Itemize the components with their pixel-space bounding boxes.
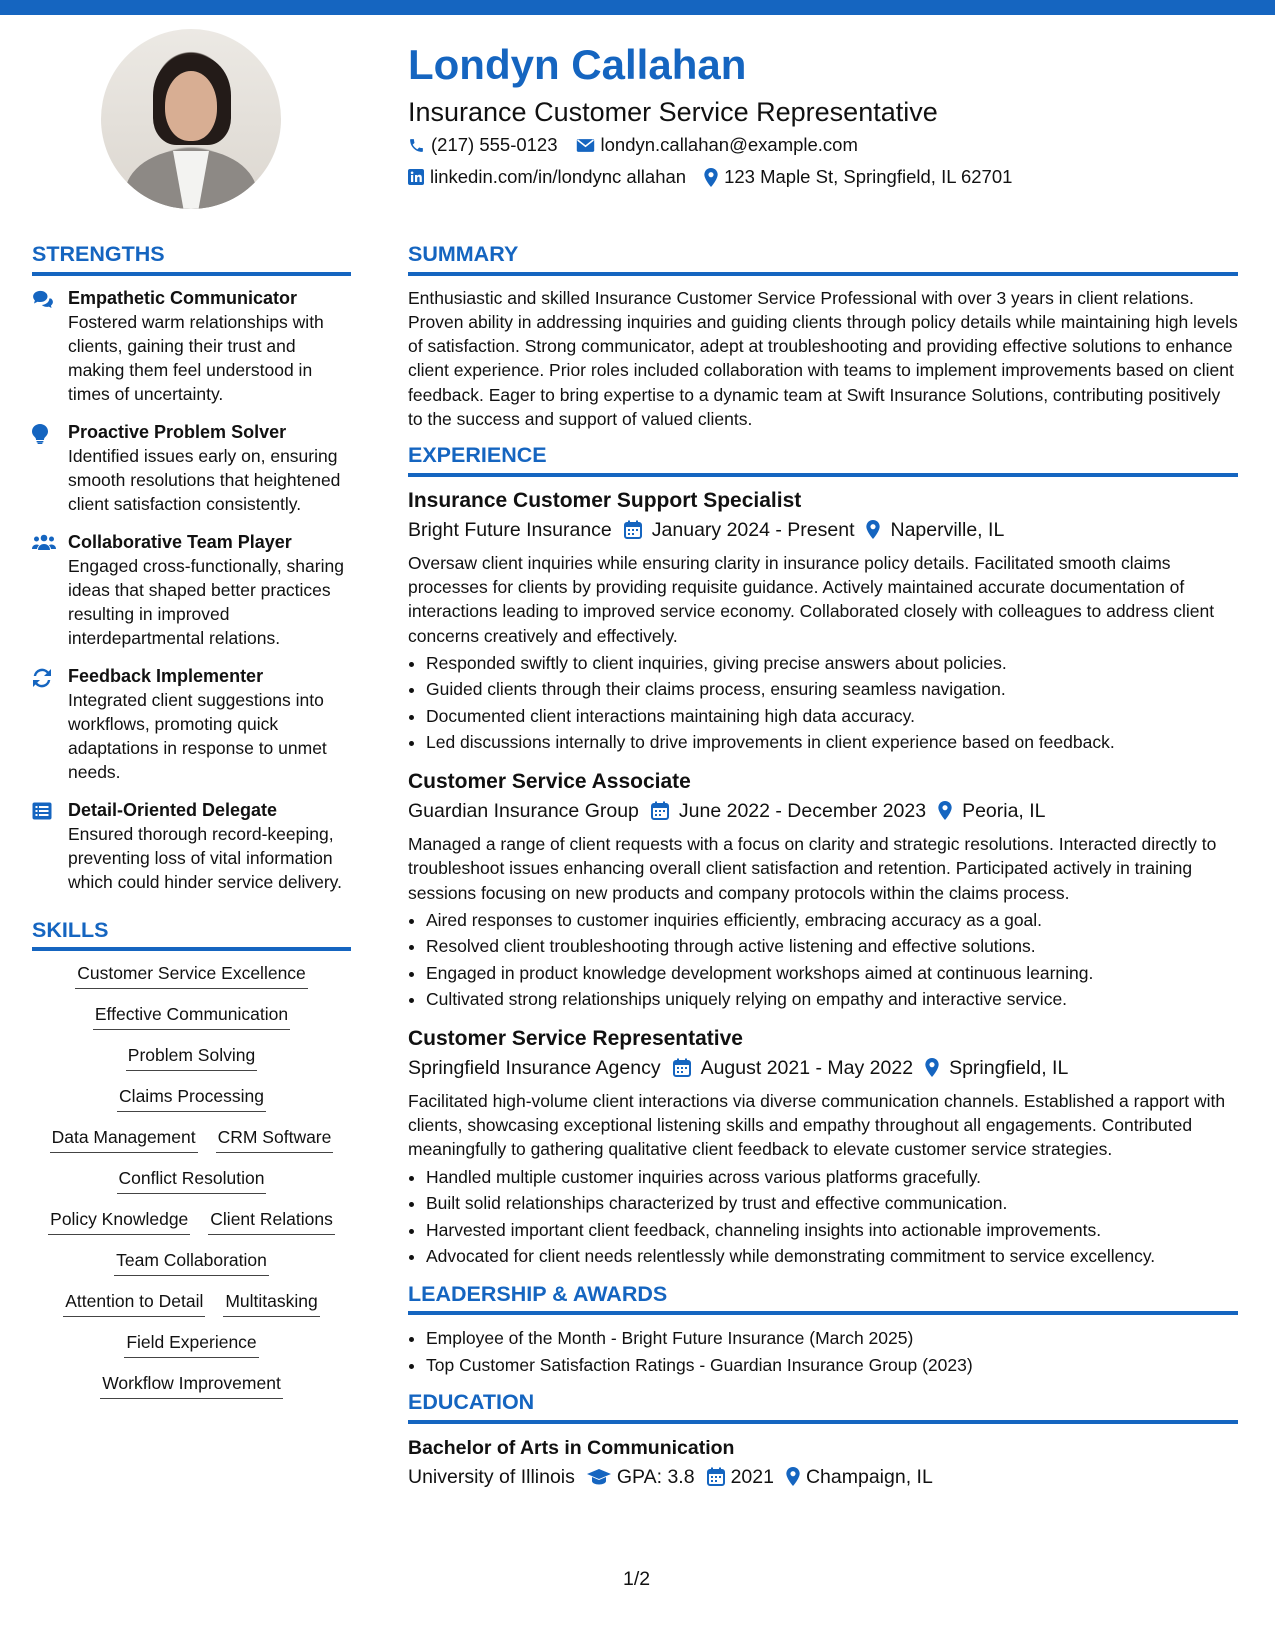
strength-title: Empathetic Communicator (68, 287, 298, 308)
phone-icon (408, 137, 425, 154)
experience-heading: EXPERIENCE (408, 445, 1238, 477)
skill-tag: Team Collaboration (114, 1248, 269, 1276)
job-bullet: • Aired responses to customer inquiries efficiently, embracing accuracy as a goal. (426, 907, 1238, 934)
award-item: • Top Customer Satisfaction Ratings - Guardian Insurance Group (2023) (426, 1352, 1238, 1379)
award-item: • Employee of the Month - Bright Future Insurance (March 2025) (426, 1325, 1238, 1352)
summary-section (408, 244, 1238, 431)
strength-description: Integrated client suggestions into workflows, promoting quick adaptations in response to unmet needs. (68, 689, 327, 782)
graduation-year (707, 1462, 774, 1492)
calendar-icon (673, 1058, 691, 1077)
job-location (938, 796, 1045, 826)
job-meta (408, 796, 1238, 826)
job-bullet: • Harvested important client feedback, channeling insights into actionable improvements. (426, 1217, 1238, 1244)
calendar-icon (707, 1467, 725, 1486)
job-bullet: • Cultivated strong relationships uniquely relying on empathy and interactive service. (426, 986, 1238, 1013)
job-dates-text: August 2021 - May 2022 (700, 1056, 914, 1079)
skills-list (32, 961, 351, 1399)
contact-row-2 (408, 166, 1012, 188)
left-column (32, 244, 351, 1399)
job-bullets (408, 1164, 1238, 1270)
gpa (587, 1462, 695, 1492)
job-bullet: • Responded swiftly to client inquiries, giving precise answers about policies. (426, 650, 1238, 677)
strength-item (32, 798, 351, 894)
phone-text: (217) 555-0123 (431, 134, 558, 155)
job-bullets (408, 650, 1238, 756)
job-meta (408, 1053, 1238, 1083)
job-location (925, 1053, 1068, 1083)
job-dates-text: June 2022 - December 2023 (678, 799, 927, 822)
phone-contact (408, 134, 558, 156)
job-dates (673, 1053, 913, 1083)
job-bullet: • Resolved client troubleshooting through active listening and effective solutions. (426, 933, 1238, 960)
job-location-text: Peoria, IL (962, 799, 1046, 822)
education-meta (408, 1462, 1238, 1492)
skill-row (63, 1289, 320, 1317)
job-entry (408, 1025, 1238, 1270)
education-location (786, 1462, 933, 1492)
jobs-list (408, 487, 1238, 1270)
skill-tag: Conflict Resolution (117, 1166, 267, 1194)
location-pin-icon (925, 1058, 939, 1077)
location-pin-icon (938, 801, 952, 820)
linkedin-contact[interactable] (408, 166, 686, 188)
summary-text: Enthusiastic and skilled Insurance Customer Service Professional with over 3 years in client relations. Proven ability in addressing inquiries and guiding clients through policy details while maintaining high levels of satisfaction. Strong communicator, adept at troubleshooting and providing effective solutions to enhance client experience. Prior roles included collaboration with teams to implement improvements based on client feedback. Eager to bring expertise to a dynamic team at Swift Insurance Solutions, contributing positively to the success and support of valued clients. (408, 287, 1238, 429)
skill-row (75, 961, 308, 989)
linkedin-icon (408, 169, 424, 185)
strength-description: Fostered warm relationships with clients, gaining their trust and making them feel understood in times of uncertainty. (68, 311, 324, 404)
strength-description: Engaged cross-functionally, sharing ideas that shaped better practices resulting in improved interdepartmental relations. (68, 555, 344, 648)
skill-row (93, 1002, 290, 1030)
address-contact (704, 166, 1012, 188)
address-text: 123 Maple St, Springfield, IL 62701 (724, 166, 1013, 187)
job-bullet: • Advocated for client needs relentlessly while demonstrating commitment to service excellency. (426, 1243, 1238, 1270)
job-bullet: • Led discussions internally to drive improvements in client experience based on feedback. (426, 729, 1238, 756)
job-bullet: • Built solid relationships characterized by trust and effective communication. (426, 1190, 1238, 1217)
graduation-cap-icon (587, 1468, 611, 1486)
job-role: Customer Service Associate (408, 769, 691, 793)
job-entry (408, 768, 1238, 1013)
strengths-list (32, 286, 351, 894)
job-location-text: Naperville, IL (890, 518, 1005, 541)
right-column (408, 244, 1238, 1506)
skills-section (32, 917, 351, 1400)
skill-row (117, 1084, 266, 1112)
company-name: Guardian Insurance Group (408, 799, 639, 822)
users-icon (32, 530, 56, 650)
strength-title: Detail-Oriented Delegate (68, 799, 278, 820)
strength-description: Ensured thorough record-keeping, preventing loss of vital information which could hinder service delivery. (68, 823, 342, 892)
skill-row (100, 1371, 283, 1399)
location-pin-icon (866, 520, 880, 539)
education-location-text: Champaign, IL (805, 1465, 933, 1488)
company-name: Bright Future Insurance (408, 518, 612, 541)
skill-tag: Effective Communication (93, 1002, 290, 1030)
awards-section (408, 1281, 1238, 1379)
contact-row-1 (408, 134, 858, 156)
sync-icon (32, 664, 56, 784)
job-location (866, 515, 1004, 545)
skill-tag: Claims Processing (117, 1084, 266, 1112)
location-pin-icon (786, 1467, 800, 1486)
skill-row (117, 1166, 267, 1194)
strength-title: Proactive Problem Solver (68, 421, 287, 442)
strength-item (32, 420, 351, 516)
job-description: Managed a range of client requests with a focus on clarity and strategic resolutions. Interacted directly to troubleshoot issues enhancing overall client satisfaction and retention. Participated actively in training sessions focusing on new products and company protocols within the claims process. (408, 833, 1217, 903)
skill-tag: Multitasking (223, 1289, 319, 1317)
skill-tag: Attention to Detail (63, 1289, 205, 1317)
strength-item (32, 530, 351, 650)
email-contact[interactable] (576, 134, 858, 156)
skill-row (48, 1207, 335, 1235)
skill-tag: Problem Solving (126, 1043, 257, 1071)
skill-tag: Customer Service Excellence (75, 961, 308, 989)
job-entry (408, 487, 1238, 756)
skill-tag: Field Experience (124, 1330, 258, 1358)
job-dates-text: January 2024 - Present (651, 518, 855, 541)
strength-title: Feedback Implementer (68, 665, 264, 686)
skills-heading: SKILLS (32, 920, 351, 952)
job-dates (624, 515, 855, 545)
experience-section (408, 445, 1238, 1269)
job-bullets (408, 907, 1238, 1013)
email-text[interactable]: londyn.callahan@example.com (600, 134, 858, 155)
calendar-icon (624, 520, 642, 539)
awards-heading: LEADERSHIP & AWARDS (408, 1284, 1238, 1316)
candidate-title: Insurance Customer Service Representative (408, 97, 938, 127)
linkedin-text[interactable]: linkedin.com/in/londync allahan (430, 166, 687, 187)
skill-row (114, 1248, 269, 1276)
comments-icon (32, 286, 56, 406)
page-number: 1/2 (623, 1568, 651, 1590)
skill-tag: Client Relations (208, 1207, 335, 1235)
job-location-text: Springfield, IL (949, 1056, 1069, 1079)
profile-photo (101, 29, 281, 209)
skill-row (50, 1125, 334, 1153)
summary-heading: SUMMARY (408, 244, 1238, 276)
education-section (408, 1392, 1238, 1492)
strength-item (32, 286, 351, 406)
strengths-section (32, 244, 351, 894)
job-bullet: • Engaged in product knowledge development workshops aimed at continuous learning. (426, 960, 1238, 987)
job-meta (408, 515, 1238, 545)
job-role: Insurance Customer Support Specialist (408, 488, 802, 512)
job-role: Customer Service Representative (408, 1026, 743, 1050)
job-description: Facilitated high-volume client interactions via diverse communication channels. Established a rapport with clients, showcasing exceptional listening skills and empathy throughout all engagements. Contributed meaningfully to gathering qualitative client feedback to elevate customer service strategies. (408, 1090, 1226, 1160)
skill-row (126, 1043, 257, 1071)
list-icon (32, 798, 56, 894)
job-dates (651, 796, 926, 826)
job-bullet: • Guided clients through their claims process, ensuring seamless navigation. (426, 676, 1238, 703)
lightbulb-icon (32, 420, 56, 516)
envelope-icon (576, 138, 595, 153)
gpa-text: GPA: 3.8 (616, 1465, 695, 1488)
skill-tag: Workflow Improvement (100, 1371, 283, 1399)
company-name: Springfield Insurance Agency (408, 1056, 661, 1079)
strength-description: Identified issues early on, ensuring smooth resolutions that heightened client satisfaction consistently. (68, 445, 341, 514)
job-bullet: • Handled multiple customer inquiries across various platforms gracefully. (426, 1164, 1238, 1191)
degree-name: Bachelor of Arts in Communication (408, 1436, 735, 1459)
calendar-icon (651, 801, 669, 820)
skill-row (124, 1330, 258, 1358)
school-name: University of Illinois (408, 1465, 575, 1488)
top-accent-bar (0, 0, 1275, 15)
skill-tag: Data Management (50, 1125, 198, 1153)
strengths-heading: STRENGTHS (32, 244, 351, 276)
candidate-name: Londyn Callahan (408, 41, 747, 88)
job-description: Oversaw client inquiries while ensuring clarity in insurance policy details. Facilitated smooth claims processes for clients by providing requisite guidance. Actively maintained accurate documentation of interactions leading to improved service economy. Collaborated closely with colleagues to address client concerns creatively and effectively. (408, 552, 1215, 646)
year-text: 2021 (730, 1465, 774, 1488)
skill-tag: CRM Software (216, 1125, 334, 1153)
skill-tag: Policy Knowledge (48, 1207, 190, 1235)
strength-item (32, 664, 351, 784)
education-heading: EDUCATION (408, 1392, 1238, 1424)
awards-list (408, 1325, 1238, 1378)
job-bullet: • Documented client interactions maintaining high data accuracy. (426, 703, 1238, 730)
location-pin-icon (704, 168, 718, 187)
strength-title: Collaborative Team Player (68, 531, 292, 552)
